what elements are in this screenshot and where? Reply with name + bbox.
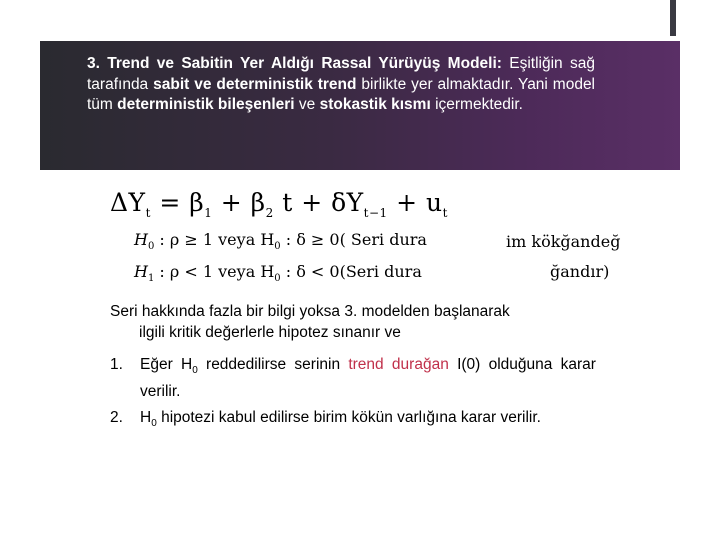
header-bold-c: stokastik kısmı <box>319 96 431 113</box>
null-hypothesis: $H_0$ : ρ ≥ 1 veya $H_0$ : δ ≥ 0( Seri dura <box>134 230 427 253</box>
main-equation: $\Delta Y_t = \beta_1 + \beta_2$ $t + \delta Y_{t-1} + u_t$ <box>110 188 448 220</box>
hypothesis-side-text-2: ğandır) <box>550 262 610 281</box>
header-text-b: birlikte yer almaktadır. Yani model tüm <box>87 75 596 113</box>
section-title: 3. Trend ve Sabitin Yer Aldığı Rassal Yürüyüş Modeli: <box>87 55 502 72</box>
intro-line-2: ilgili kritik değerlerle hipotez sınanır ve <box>139 323 401 341</box>
list-item <box>110 408 596 450</box>
highlight-text: trend durağan <box>348 356 449 373</box>
header-text-d: içermektedir. <box>430 96 523 113</box>
list-text: Eğer $H_0$ reddedilirse serinin trend durağan I(0) olduğuna karar verilir. <box>140 356 596 400</box>
header-bold-b: deterministik bileşenleri <box>117 96 295 113</box>
header-text-c: ve <box>294 96 320 113</box>
hypothesis-side-text-1: im kökğandeğ <box>506 232 621 251</box>
intro-paragraph <box>110 302 596 343</box>
intro-line-1: Seri hakkında fazla bir bilgi yoksa 3. modelden başlanarak <box>110 303 510 320</box>
list-number: 1. <box>110 356 123 373</box>
header-bold-a: sabit ve deterministik trend <box>153 75 357 93</box>
header-text-a: Eşitliğin sağ tarafında <box>87 55 595 93</box>
alt-hypothesis: $H_1$ : ρ < 1 veya $H_0$ : δ < 0(Seri dura <box>134 262 422 285</box>
list-text: $H_0$ hipotezi kabul edilirse birim kökün varlığına karar verilir. <box>140 409 541 430</box>
list-number: 2. <box>110 409 123 426</box>
header-text <box>87 54 595 116</box>
list-item <box>110 355 596 400</box>
accent-bar <box>670 0 676 36</box>
